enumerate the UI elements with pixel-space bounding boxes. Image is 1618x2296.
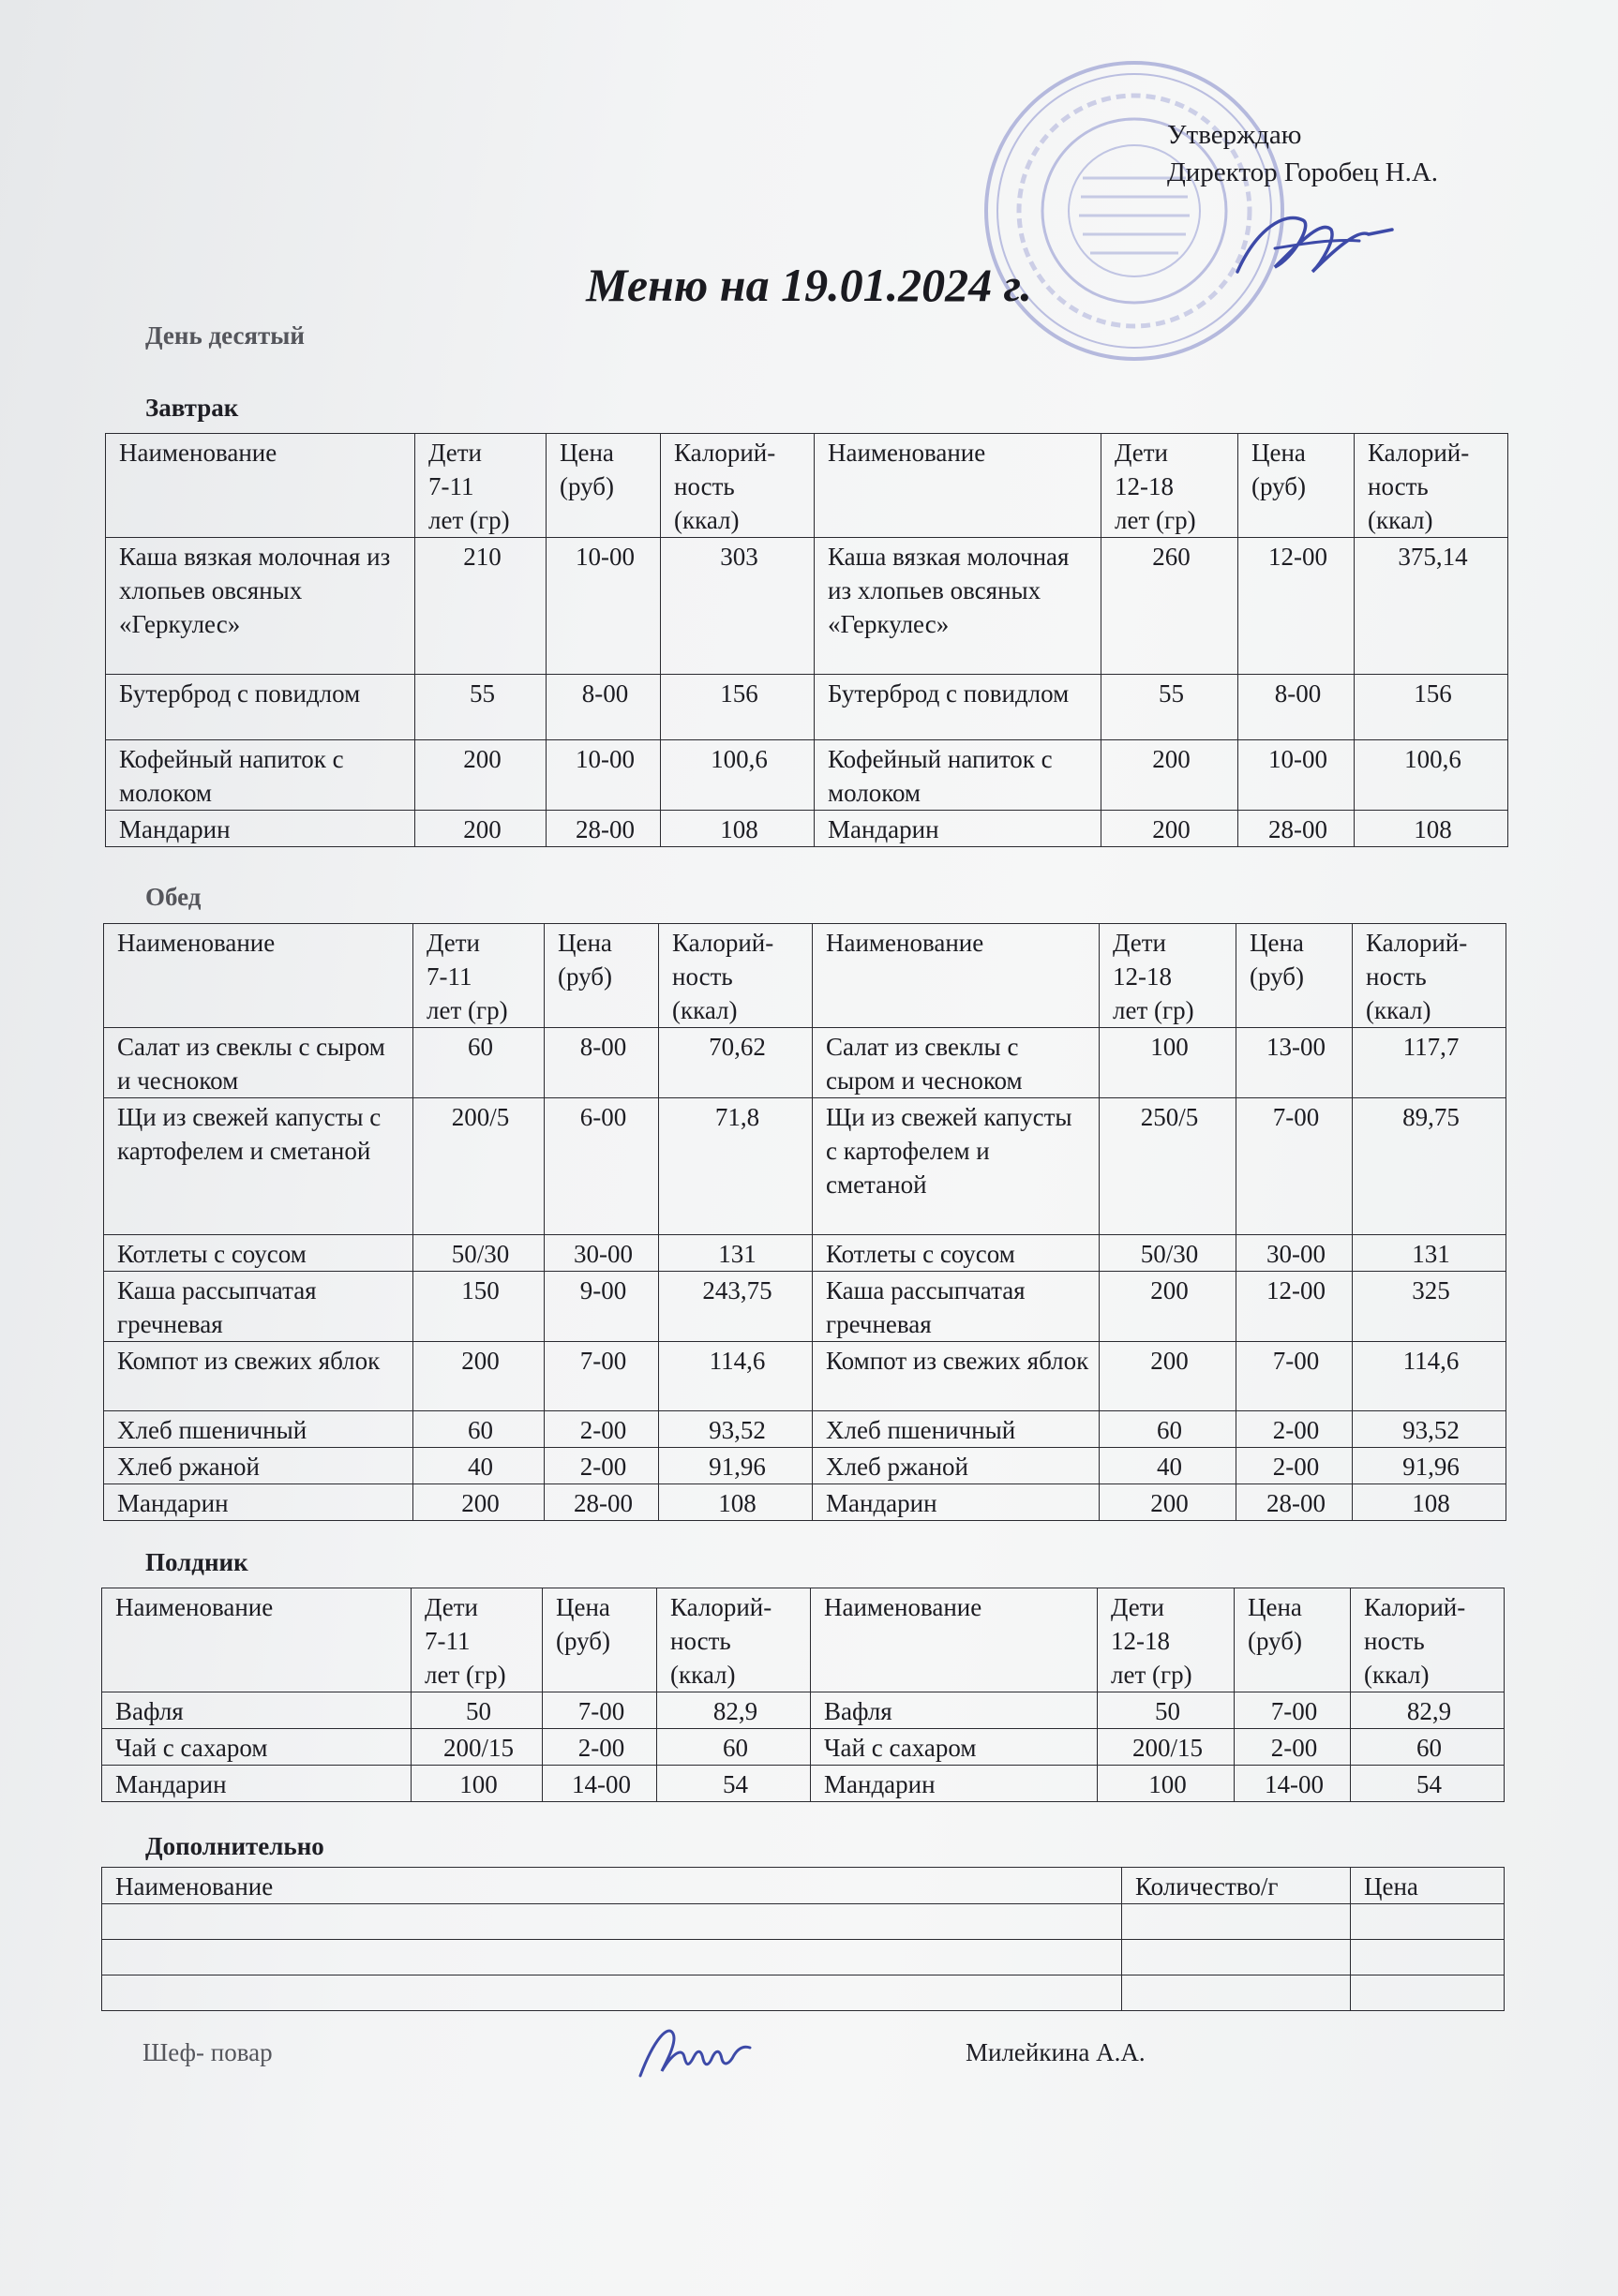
header-name: Наименование	[815, 434, 1101, 538]
weight-7-11: 50	[412, 1692, 543, 1729]
header-calories: Калорий- ность (ккал)	[661, 434, 815, 538]
header-price: Цена	[1351, 1868, 1505, 1904]
table-row	[106, 538, 1508, 675]
table-row	[104, 1342, 1506, 1411]
calories-12-18: 91,96	[1353, 1448, 1506, 1484]
header-price: Цена (руб)	[1238, 434, 1355, 538]
calories-7-11: 70,62	[659, 1028, 813, 1098]
dish-name: Хлеб пшеничный	[813, 1411, 1100, 1448]
calories-12-18: 117,7	[1353, 1028, 1506, 1098]
header-kids-7-11: Дети 7-11 лет (гр)	[413, 924, 545, 1028]
dish-name: Каша вязкая молочная из хлопьев овсяных «Геркулес»	[815, 538, 1101, 675]
table-header-row	[106, 434, 1508, 538]
weight-7-11: 200	[413, 1342, 545, 1411]
dish-name: Бутерброд с повидлом	[106, 675, 415, 740]
weight-7-11: 100	[412, 1766, 543, 1802]
section-extra-label: Дополнительно	[145, 1832, 324, 1860]
weight-12-18: 100	[1098, 1766, 1235, 1802]
dish-name: Чай с сахаром	[811, 1729, 1098, 1766]
price-7-11: 28-00	[545, 1484, 659, 1521]
price-12-18: 7-00	[1236, 1342, 1353, 1411]
header-calories: Калорий- ность (ккал)	[1351, 1588, 1505, 1692]
price-12-18: 2-00	[1236, 1411, 1353, 1448]
weight-7-11: 60	[413, 1028, 545, 1098]
weight-7-11: 40	[413, 1448, 545, 1484]
header-calories: Калорий- ность (ккал)	[657, 1588, 811, 1692]
dish-name: Щи из свежей капусты с картофелем и сметаной	[813, 1098, 1100, 1235]
section-lunch-label: Обед	[145, 883, 202, 911]
table-row	[104, 1235, 1506, 1272]
extra-table	[101, 1867, 1505, 2011]
chef-name: Милейкина А.А.	[966, 2038, 1146, 2066]
dish-name: Бутерброд с повидлом	[815, 675, 1101, 740]
header-calories: Калорий- ность (ккал)	[659, 924, 813, 1028]
table-row	[104, 1484, 1506, 1521]
lunch-table	[103, 923, 1506, 1521]
price-12-18: 28-00	[1236, 1484, 1353, 1521]
weight-12-18: 250/5	[1100, 1098, 1236, 1235]
table-row	[102, 1940, 1505, 1975]
price-12-18: 8-00	[1238, 675, 1355, 740]
dish-name: Мандарин	[104, 1484, 413, 1521]
price-12-18: 10-00	[1238, 740, 1355, 811]
calories-12-18: 60	[1351, 1729, 1505, 1766]
approval-line-1: Утверждаю	[1167, 120, 1302, 150]
weight-7-11: 50/30	[413, 1235, 545, 1272]
approval-block	[1167, 116, 1438, 191]
table-row	[102, 1729, 1505, 1766]
price-7-11: 30-00	[545, 1235, 659, 1272]
dish-name: Салат из свеклы с сыром и чесноком	[104, 1028, 413, 1098]
price-7-11: 2-00	[543, 1729, 657, 1766]
header-price: Цена (руб)	[543, 1588, 657, 1692]
weight-12-18: 100	[1100, 1028, 1236, 1098]
weight-12-18: 50	[1098, 1692, 1235, 1729]
weight-12-18: 260	[1101, 538, 1238, 675]
table-row	[104, 1272, 1506, 1342]
calories-7-11: 303	[661, 538, 815, 675]
price-7-11: 10-00	[547, 740, 661, 811]
table-header-row	[104, 924, 1506, 1028]
weight-12-18: 200	[1101, 740, 1238, 811]
weight-12-18: 50/30	[1100, 1235, 1236, 1272]
calories-7-11: 71,8	[659, 1098, 813, 1235]
price-12-18: 13-00	[1236, 1028, 1353, 1098]
header-name: Наименование	[106, 434, 415, 538]
price-7-11: 7-00	[545, 1342, 659, 1411]
table-row	[106, 675, 1508, 740]
page-title: Меню на 19.01.2024 г.	[586, 259, 1032, 311]
dish-name: Котлеты с соусом	[813, 1235, 1100, 1272]
table-row	[102, 1904, 1505, 1940]
dish-name: Котлеты с соусом	[104, 1235, 413, 1272]
price-7-11: 10-00	[547, 538, 661, 675]
header-price: Цена (руб)	[545, 924, 659, 1028]
price-12-18: 12-00	[1238, 538, 1355, 675]
price-12-18: 12-00	[1236, 1272, 1353, 1342]
weight-7-11: 60	[413, 1411, 545, 1448]
weight-12-18: 200	[1100, 1342, 1236, 1411]
header-name: Наименование	[813, 924, 1100, 1028]
header-price: Цена (руб)	[547, 434, 661, 538]
price-7-11: 6-00	[545, 1098, 659, 1235]
header-name: Наименование	[104, 924, 413, 1028]
dish-name: Мандарин	[106, 811, 415, 847]
dish-name: Салат из свеклы с сыром и чесноком	[813, 1028, 1100, 1098]
dish-name: Мандарин	[102, 1766, 412, 1802]
header-kids-12-18: Дети 12-18 лет (гр)	[1100, 924, 1236, 1028]
dish-name: Хлеб ржаной	[104, 1448, 413, 1484]
price-7-11: 7-00	[543, 1692, 657, 1729]
price-12-18: 7-00	[1235, 1692, 1351, 1729]
calories-7-11: 108	[661, 811, 815, 847]
dish-name: Вафля	[102, 1692, 412, 1729]
price-12-18: 2-00	[1235, 1729, 1351, 1766]
calories-7-11: 100,6	[661, 740, 815, 811]
dish-name: Кофейный напиток с молоком	[815, 740, 1101, 811]
chef-signature	[626, 2020, 767, 2085]
header-name: Наименование	[811, 1588, 1098, 1692]
header-kids-7-11: Дети 7-11 лет (гр)	[412, 1588, 543, 1692]
table-header-row	[102, 1588, 1505, 1692]
breakfast-table	[105, 433, 1508, 847]
header-kids-12-18: Дети 12-18 лет (гр)	[1098, 1588, 1235, 1692]
calories-7-11: 54	[657, 1766, 811, 1802]
calories-7-11: 131	[659, 1235, 813, 1272]
price-7-11: 9-00	[545, 1272, 659, 1342]
weight-12-18: 200	[1100, 1484, 1236, 1521]
snack-table	[101, 1588, 1505, 1802]
calories-7-11: 60	[657, 1729, 811, 1766]
weight-7-11: 200	[413, 1484, 545, 1521]
section-breakfast-label: Завтрак	[145, 394, 239, 422]
calories-7-11: 93,52	[659, 1411, 813, 1448]
weight-12-18: 40	[1100, 1448, 1236, 1484]
weight-7-11: 200	[415, 740, 547, 811]
dish-name: Чай с сахаром	[102, 1729, 412, 1766]
table-header-row	[102, 1868, 1505, 1904]
calories-7-11: 156	[661, 675, 815, 740]
calories-12-18: 82,9	[1351, 1692, 1505, 1729]
dish-name: Мандарин	[811, 1766, 1098, 1802]
table-row	[104, 1098, 1506, 1235]
header-price: Цена (руб)	[1236, 924, 1353, 1028]
price-12-18: 2-00	[1236, 1448, 1353, 1484]
price-12-18: 14-00	[1235, 1766, 1351, 1802]
header-calories: Калорий- ность (ккал)	[1353, 924, 1506, 1028]
table-row	[104, 1448, 1506, 1484]
calories-7-11: 114,6	[659, 1342, 813, 1411]
table-row	[104, 1028, 1506, 1098]
price-7-11: 28-00	[547, 811, 661, 847]
header-kids-12-18: Дети 12-18 лет (гр)	[1101, 434, 1238, 538]
header-name: Наименование	[102, 1588, 412, 1692]
dish-name: Вафля	[811, 1692, 1098, 1729]
table-row	[104, 1411, 1506, 1448]
header-kids-7-11: Дети 7-11 лет (гр)	[415, 434, 547, 538]
calories-12-18: 100,6	[1355, 740, 1508, 811]
weight-7-11: 210	[415, 538, 547, 675]
price-7-11: 2-00	[545, 1411, 659, 1448]
dish-name: Кофейный напиток с молоком	[106, 740, 415, 811]
calories-12-18: 108	[1355, 811, 1508, 847]
price-7-11: 8-00	[547, 675, 661, 740]
table-row	[102, 1692, 1505, 1729]
calories-12-18: 131	[1353, 1235, 1506, 1272]
price-12-18: 28-00	[1238, 811, 1355, 847]
header-quantity: Количество/г	[1122, 1868, 1351, 1904]
weight-7-11: 200/5	[413, 1098, 545, 1235]
calories-7-11: 243,75	[659, 1272, 813, 1342]
chef-label: Шеф- повар	[142, 2038, 273, 2066]
header-calories: Калорий- ность (ккал)	[1355, 434, 1508, 538]
calories-7-11: 108	[659, 1484, 813, 1521]
price-12-18: 7-00	[1236, 1098, 1353, 1235]
dish-name: Мандарин	[815, 811, 1101, 847]
price-7-11: 14-00	[543, 1766, 657, 1802]
calories-12-18: 375,14	[1355, 538, 1508, 675]
table-row	[106, 740, 1508, 811]
calories-12-18: 108	[1353, 1484, 1506, 1521]
table-row	[106, 811, 1508, 847]
weight-12-18: 60	[1100, 1411, 1236, 1448]
weight-7-11: 200	[415, 811, 547, 847]
weight-12-18: 200	[1101, 811, 1238, 847]
calories-7-11: 82,9	[657, 1692, 811, 1729]
calories-12-18: 93,52	[1353, 1411, 1506, 1448]
header-price: Цена (руб)	[1235, 1588, 1351, 1692]
dish-name: Хлеб пшеничный	[104, 1411, 413, 1448]
section-snack-label: Полдник	[145, 1548, 248, 1576]
header-name: Наименование	[102, 1868, 1122, 1904]
calories-12-18: 325	[1353, 1272, 1506, 1342]
dish-name: Хлеб ржаной	[813, 1448, 1100, 1484]
dish-name: Каша вязкая молочная из хлопьев овсяных «Геркулес»	[106, 538, 415, 675]
price-7-11: 8-00	[545, 1028, 659, 1098]
calories-12-18: 89,75	[1353, 1098, 1506, 1235]
weight-7-11: 150	[413, 1272, 545, 1342]
weight-12-18: 55	[1101, 675, 1238, 740]
weight-7-11: 200/15	[412, 1729, 543, 1766]
calories-12-18: 54	[1351, 1766, 1505, 1802]
dish-name: Каша рассыпчатая гречневая	[813, 1272, 1100, 1342]
table-row	[102, 1766, 1505, 1802]
dish-name: Компот из свежих яблок	[813, 1342, 1100, 1411]
weight-12-18: 200	[1100, 1272, 1236, 1342]
dish-name: Каша рассыпчатая гречневая	[104, 1272, 413, 1342]
table-row	[102, 1975, 1505, 2011]
dish-name: Компот из свежих яблок	[104, 1342, 413, 1411]
price-12-18: 30-00	[1236, 1235, 1353, 1272]
approval-line-2: Директор Горобец Н.А.	[1167, 157, 1439, 187]
day-label: День десятый	[145, 321, 305, 350]
weight-12-18: 200/15	[1098, 1729, 1235, 1766]
calories-12-18: 156	[1355, 675, 1508, 740]
calories-12-18: 114,6	[1353, 1342, 1506, 1411]
dish-name: Мандарин	[813, 1484, 1100, 1521]
dish-name: Щи из свежей капусты с картофелем и сметаной	[104, 1098, 413, 1235]
weight-7-11: 55	[415, 675, 547, 740]
calories-7-11: 91,96	[659, 1448, 813, 1484]
price-7-11: 2-00	[545, 1448, 659, 1484]
